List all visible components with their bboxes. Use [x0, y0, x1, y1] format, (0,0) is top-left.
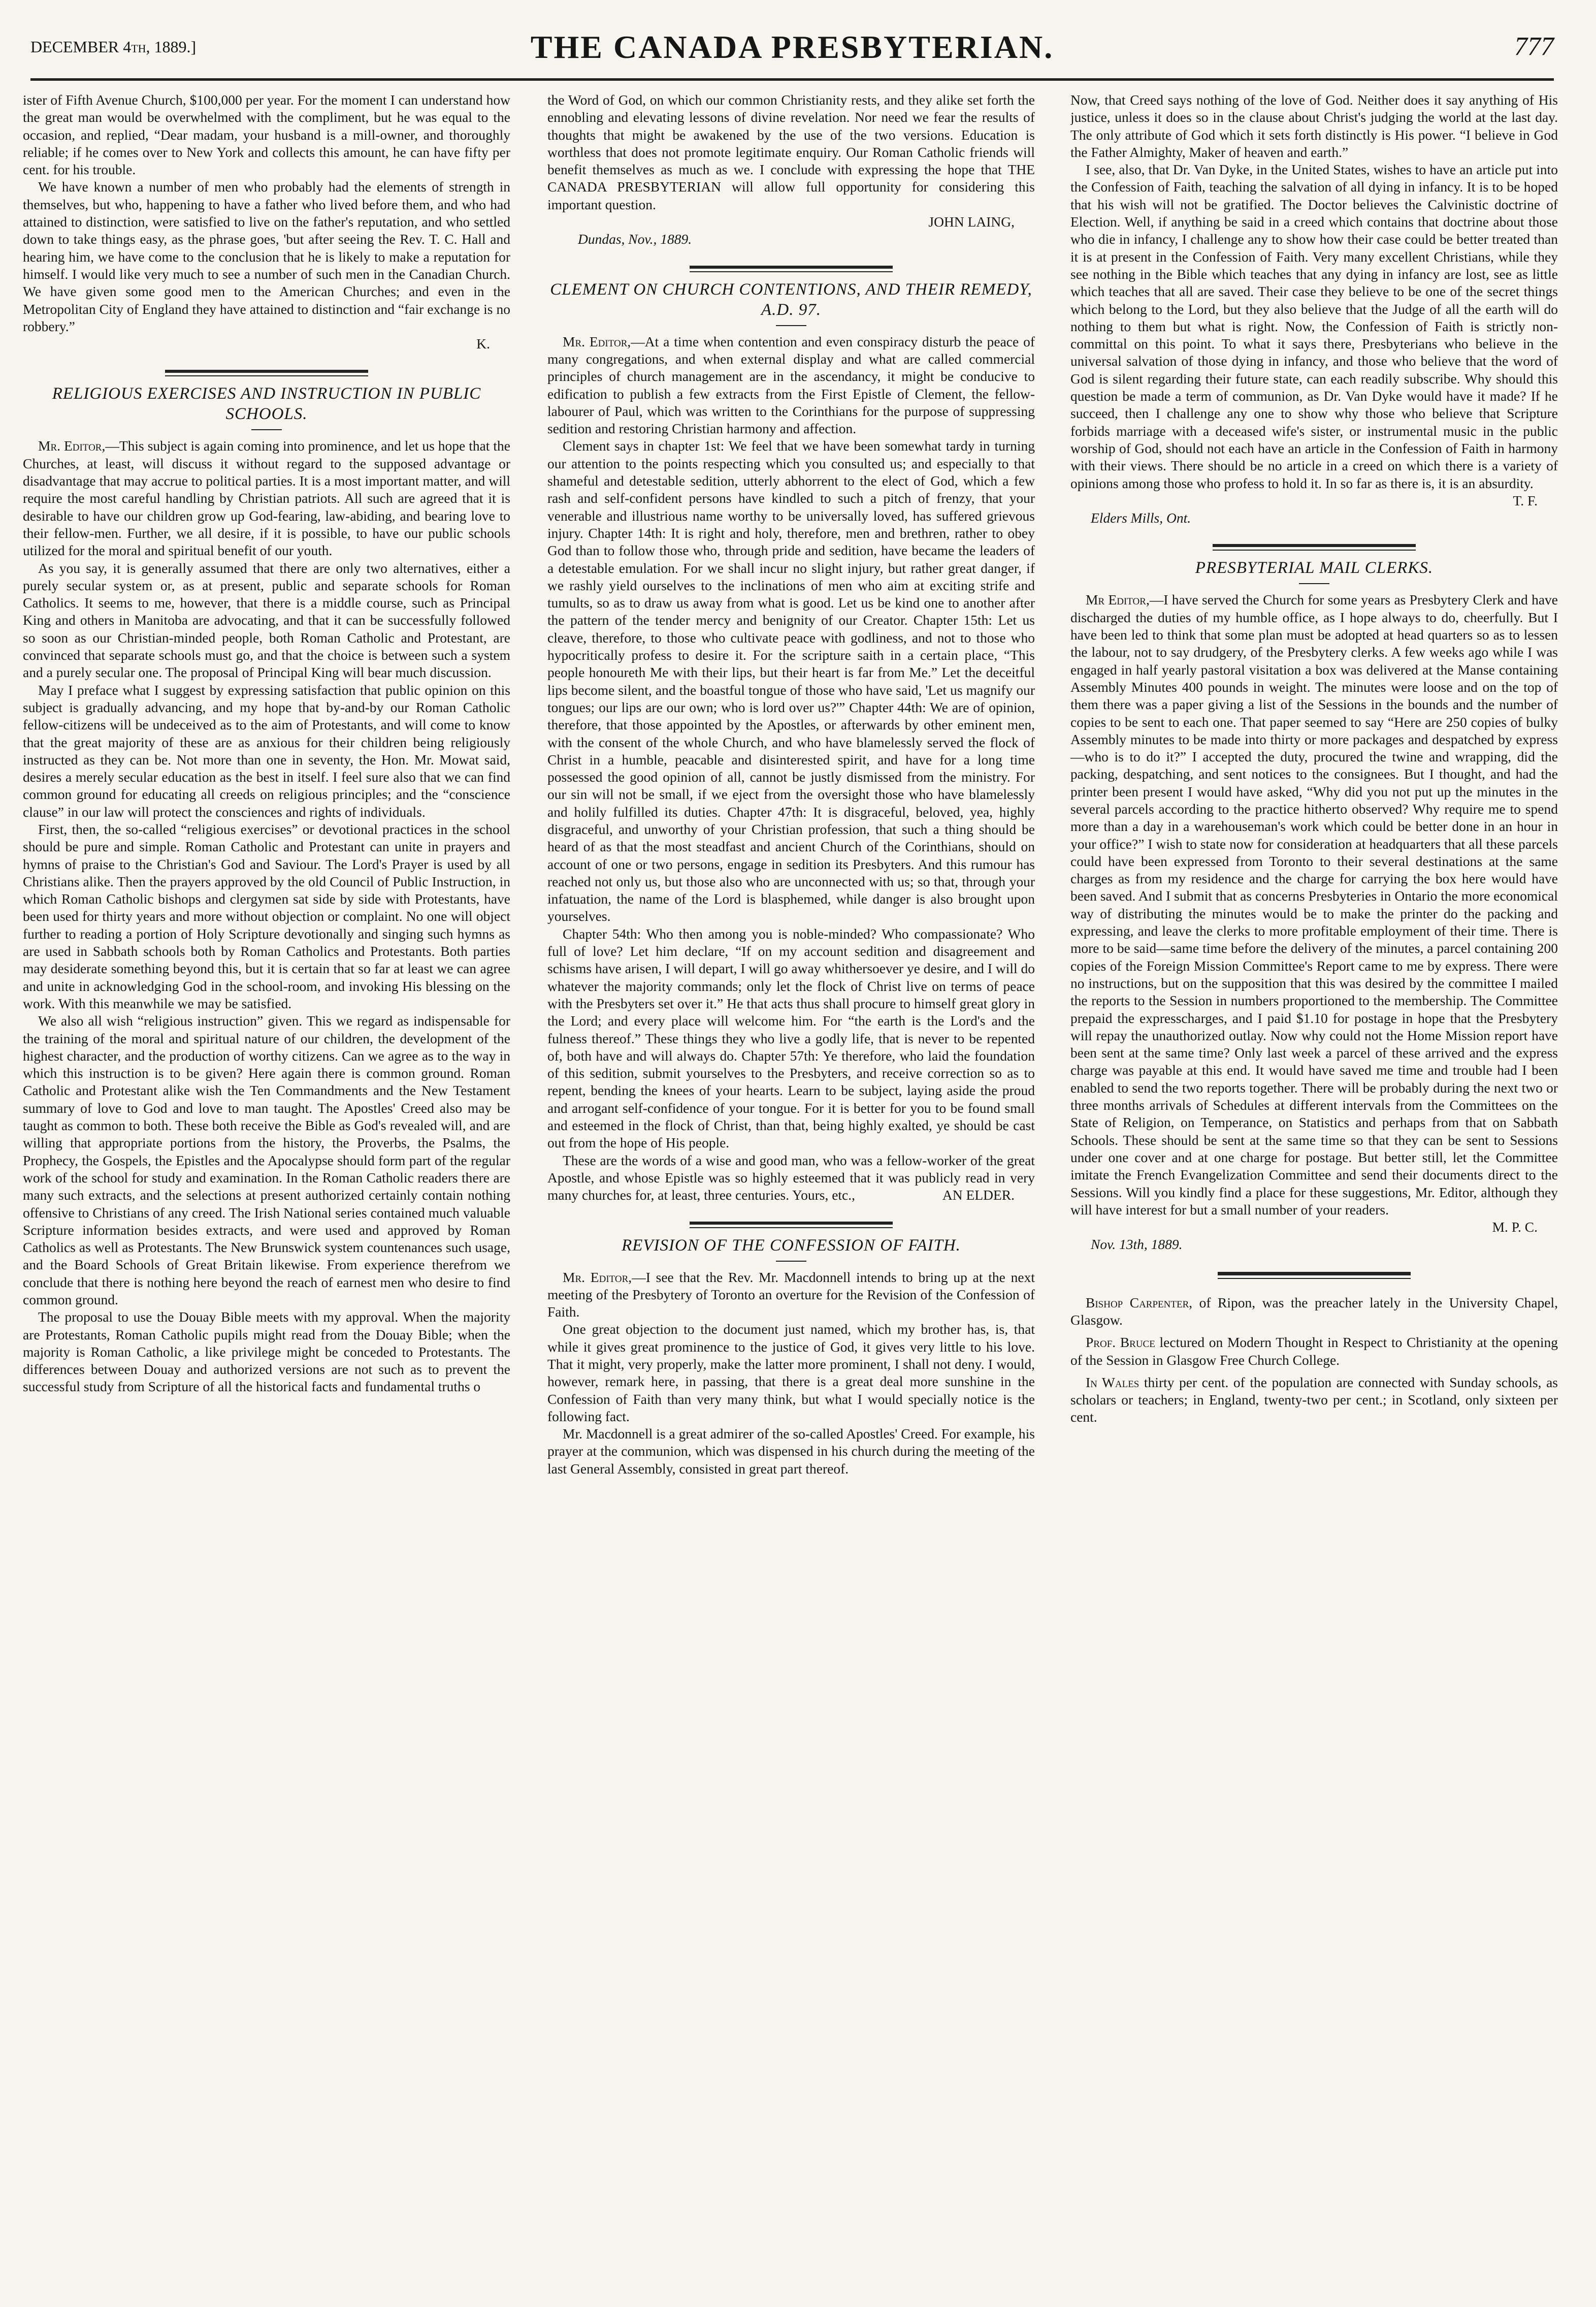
signature: K. [476, 336, 490, 352]
section-divider [690, 266, 893, 272]
news-lead: In Wales [1086, 1374, 1139, 1390]
heading-rule [776, 325, 806, 326]
article-heading-religious-exercises: RELIGIOUS EXERCISES AND INSTRUCTION IN PUBLIC SCHOOLS. [52, 385, 481, 424]
paragraph: First, then, the so-called “religious exercises” or devotional practices in the school should be pure and simple. Roman Catholic and Protestant can unite in prayers and hymns of praise to the Christian's God and Saviour. The Lord's Prayer is used by all Christians alike. Then the prayers approved by the old Council of Public Instruction, in which Roman Catholic bishops and clergymen sat side by side with Protestants, have been used for thirty years and more without objection or complaint. No one will object further to reading a portion of Holy Scripture devotionally and singing such hymns as are used in Sabbath schools both by Roman Catholics and Protestants. Both parties may desiderate something beyond this, but it is certain that so far at least we can agree and unite in acknowledging God in the school-room, and invoking His blessing on the work. With this meanwhile we may be satisfied. [23, 821, 510, 1011]
paragraph: Chapter 54th: Who then among you is noble-minded? Who compassionate? Who full of love? Let him declare, “If on my account sedition and disagreement and schisms have arisen, I will depart, I will go away whithersoever ye desire, and I will do whatever the majority commands; only let the flock of Christ live on terms of peace with the Presbyters set over it.” He that acts thus shall procure to himself great glory in the Lord; and every place will welcome him. For “the earth is the Lord's and the fulness thereof.” These things they who live a godly life, that is never to be repented of, both have and will always do. Chapter 57th: Ye therefore, who laid the foundation of this sedition, submit yourselves to the Presbyters, and receive correction so as to repent, bending the knees of your hearts. Learn to be subject, laying aside the proud and arrogant self-confidence of your tongue. For it is better for you to be found small and esteemed in the flock of Christ, than that, being highly exalted, ye should be cast out from the hope of His people. [547, 925, 1035, 1151]
signature: M. P. C. [1492, 1219, 1538, 1235]
issue-date: DECEMBER 4th, 1889.] [30, 38, 197, 56]
column-1 [23, 91, 510, 2291]
signature: T. F. [1513, 492, 1538, 508]
paragraph: Mr. Macdonnell is a great admirer of the so-called Apostles' Creed. For example, his prayer at the communion, which was dispensed in his church during the meeting of the last General Assembly, consisted in great part thereof. [547, 1426, 1035, 1477]
paragraph: —I see that the Rev. Mr. Macdonnell intends to bring up at the next meeting of the Presbytery of Toronto an overture for the Revision of the Confession of Faith. [547, 1269, 1035, 1320]
paragraph: We have known a number of men who probably had the elements of strength in themselves, but who, happening to have a father who lived before them, and who had attained to distinction, were satisfied to live on the father's reputation, and who settled down to take things easy, as the phrase goes, 'but after seeing the Rev. T. C. Hall and hearing him, we have come to the conclusion that he is likely to make a reputation for himself. I would like very much to see a number of such men in the Canadian Church. We have given some good men to the American Churches; and even in the Metropolitan City of England they have attained to distinction and “fair exchange is no robbery.” [23, 179, 510, 334]
paragraph: —This subject is again coming into prominence, and let us hope that the Churches, at least, will discuss it without regard to the supposed advantage or disadvantage that may accrue to political parties. It is a most important matter, and will require the most careful handling by Christian patriots. All such are agreed that it is desirable to have our children grow up God-fearing, law-abiding, and bearing love to their fellow-men. Further, we all desire, if it is possible, to have our public schools utilized for the moral and spiritual benefit of our youth. [23, 438, 510, 559]
section-divider [1218, 1272, 1411, 1279]
article-heading-clement: CLEMENT ON CHURCH CONTENTIONS, AND THEIR REMEDY, A.D. 97. [550, 280, 1032, 319]
news-lead: Bishop Carpenter, [1086, 1294, 1193, 1310]
news-item: of Ripon, was the preacher lately in the University Chapel, Glasgow. [1070, 1294, 1558, 1328]
paragraph: Clement says in chapter 1st: We feel that we have been somewhat tardy in turning our attention to the points respecting which you consulted us; and especially to that shameful and detestable sedition, utterly abhorrent to the elect of God, which a few rash and self-confident persons have kindled to such a pitch of frenzy, that your venerable and illustrious name worthy to be universally loved, has suffered grievous injury. Chapter 14th: It is right and holy, therefore, men and brethren, rather to obey God than to follow those who, through pride and sedition, have became the leaders of a detestable emulation. For we shall incur no slight injury, but rather great danger, if we rashly yield ourselves to the inclinations of men who aim at exciting strife and tumults, so as to draw us away from what is good. Let us be kind one to another after the pattern of the tender mercy and benignity of our Creator. Chapter 15th: Let us cleave, therefore, to those who cultivate peace with godliness, and not to those who hypocritically profess to desire it. For the scripture saith in a certain place, “This people honoureth Me with their lips, but their heart is far from Me.” Let the deceitful lips become silent, and the boastful tongue of those who have said, 'Let us magnify our tongues; our lips are our own; who is lord over us?'” Chapter 44th: We are of opinion, therefore, that those appointed by the Apostles, or afterwards by other eminent men, with the consent of the whole Church, and who have blamelessly served the flock of Christ in a humble, peacable and disinterested spirit, and have for a long time possessed the good opinion of all, cannot be justly dismissed from the ministry. For our sin will not be small, if we eject from the oversight those who have blamelessly and holily fulfilled its duties. Chapter 47th: It is disgraceful, beloved, yea, highly disgraceful, and unworthy of your Christian profession, that such a thing should be heard of as that the most steadfast and ancient Church of the Corinthians, should on account of one or two persons, engage in sedition its Presbyters. And this rumour has reached not only us, but those also who are unconnected with us; so that, through your infatuation, the name of the Lord is blasphemed, while danger is also brought upon yourselves. [547, 438, 1035, 924]
signature-place: Dundas, Nov., 1889. [578, 231, 692, 247]
news-item: lectured on Modern Thought in Respect to Christianity at the opening of the Session in Glasgow Free Church College. [1070, 1334, 1558, 1368]
article-heading-mail-clerks: PRESBYTERIAL MAIL CLERKS. [1195, 559, 1434, 578]
paragraph: One great objection to the document just named, which my brother has, is, that while it gives great prominence to the justice of God, it gives very little to his love. That it might, very properly, make the latter more prominent, I shall not deny. I would, however, remark here, in passing, that there is a great deal more sunshine in the Confession of Faith than very many think, but what I would specially notice is the following fact. [547, 1321, 1035, 1424]
signature-name: JOHN LAING, [928, 214, 1015, 230]
column-2 [547, 91, 1035, 2291]
newspaper-title: THE CANADA PRESBYTERIAN. [530, 29, 1054, 65]
signature-place: Elders Mills, Ont. [1091, 510, 1191, 526]
paragraph: These are the words of a wise and good man, who was a fellow-worker of the great Apostle, and whose Epistle was so highly esteemed that it was publicly read in very many churches for, at least, three centuries. Yours, etc., [547, 1152, 1035, 1203]
salutation: Mr. Editor, [563, 333, 631, 349]
paragraph: We also all wish “religious instruction” given. This we regard as indispensable for the training of the moral and spiritual nature of our children, the development of the highest character, and the production of worthy citizens. Can we agree as to the way in which this instruction is to be given? Here again there is common ground. Roman Catholic and Protestant alike wish the Ten Commandments and the New Testament summary of love to God and love to man taught. The Apostles' Creed also may be taught as common to both. These both receive the Bible as God's revealed will, and are willing that appropriate portions from the history, the Proverbs, the Psalms, the Prophecy, the Gospels, the Epistles and the Apocalypse should form part of the regular work of the school for study and examination. In the Roman Catholic readers there are many such extracts, and the selections at present authorized certainly contain nothing offensive to Christians of any creed. The Irish National series contained much valuable Scripture information besides extracts, and were used and approved by Roman Catholics as well as Protestants. The New Brunswick system countenances such usage, and the Board Schools of Great Britain likewise. From experience therefrom we conclude that there is nothing here beyond the reach of earnest men who desire to find common ground. [23, 1013, 510, 1307]
salutation: Mr. Editor, [563, 1269, 632, 1285]
section-divider [1213, 544, 1416, 551]
paragraph: As you say, it is generally assumed that there are only two alternatives, either a purely secular system or, as at present, public and separate schools for Roman Catholics. It seems to me, however, that there is a middle course, such as Principal King and others in Manitoba are advocating, and that it can be successfully followed so soon as our Christian-minded people, both Roman Catholic and Protestant, are convinced that separate schools must go, and that the choice is between such a system and a purely secular one. The proposal of Principal King will bear much discussion. [23, 560, 510, 681]
salutation: Mr Editor, [1086, 592, 1150, 608]
masthead [30, 22, 1554, 81]
paragraph: May I preface what I suggest by expressing satisfaction that public opinion on this subject is gradually advancing, and my hope that by-and-by our Roman Catholic fellow-citizens will be undeceived as to the aim of Protestants, and will come to know that the great majority of these are as anxious for their children being religiously instructed as they can be. Not more than one in seventy, the Hon. Mr. Mowat said, desires a merely secular education as the best in itself. I feel sure also that we can find common ground for educating all creeds on religious principles; and the “conscience clause” in our law will protect the consciences and rights of individuals. [23, 682, 510, 820]
salutation: Mr. Editor, [38, 438, 106, 454]
column-3 [1070, 91, 1558, 2291]
paragraph: ister of Fifth Avenue Church, $100,000 per year. For the moment I can understand how the great man would be overwhelmed with the compliment, but he was equal to the occasion, and replied, “Dear madam, your husband is a mill-owner, and thoroughly reliable; if he comes over to New York and collects this amount, he can have fifty per cent. for his trouble. [23, 92, 510, 178]
page-number: 777 [1514, 32, 1554, 61]
paragraph: the Word of God, on which our common Christianity rests, and they alike set forth the ennobling and elevating lessons of divine revelation. Nor need we fear the results of thoughts that might be awakened by the use of the two versions. Education is worthless that does not promote legitimate enquiry. Our Roman Catholic friends will benefit themselves as much as we. I conclude with expressing the hope that THE CANADA PRESBYTERIAN will allow full opportunity for considering this important question. [547, 92, 1035, 212]
paragraph: —At a time when contention and even conspiracy disturb the peace of many congregations, and when external display and what are called commercial principles of church management are in the ascendancy, it might be conducive to edification to publish a few extracts from the First Epistle of Clement, the fellow-labourer of Paul, which was written to the Corinthians for the purpose of suppressing sedition and restoring Christian harmony and affection. [547, 333, 1035, 437]
section-divider [165, 370, 368, 376]
news-lead: Prof. Bruce [1086, 1334, 1155, 1351]
section-divider [690, 1222, 893, 1228]
letter-date: Nov. 13th, 1889. [1091, 1236, 1183, 1253]
paragraph: —I have served the Church for some years as Presbytery Clerk and have discharged the duties of my humble office, as I hope always to do, cheerfully. But I have been led to think that some plan must be adopted at head quarters so as to lessen the labour, not to say drudgery, of the Presbytery clerks. A few weeks ago while I was engaged in half yearly pastoral visitation a box was delivered at the Manse containing Assembly Minutes 400 pounds in weight. The minutes were loose and on the top of them there was a paper giving a list of the Sessions in the bounds and the number of copies to be sent to each one. That paper seemed to say “Here are 250 copies of bulky Assembly minutes to be made into thirty or more packages and despatched by express—who is to do it?” I accepted the duty, procured the twine and wrapping, did the packing, despatching, and sent notices to the consignees. But I thought, and had the printer been present I would have asked, “Why did you not put up the minutes in the several parcels according to the practice hitherto observed? Why require me to spend more than a day in a warehouseman's work which could be better done in an hour in your office?” I wish to state now for consideration at headquarters that all these parcels could have been expressed from Toronto to their several destinations at the same charges as from my residence and the charge for carrying the box here would have been saved. And I submit that as concerns Presbyteries in Ontario the more economical way of distributing the minutes would be to make the printer do the packing and expressing, and leave the clerks to more profitable employment of their time. There is more to be said—same time before the delivery of the minutes, a parcel containing 200 copies of the Foreign Mission Committee's Report came to me by express. There were no instructions, but on the supposition that this was desired by the committee I mailed the reports to the Session in numbers proportioned to the membership. The Committee prepaid the expresscharges, and I paid $1.10 for postage in hope that the Presbytery will repay the unauthorized outlay. Now why could not the Home Mission report have been sent at the same time? Only last week a parcel of these arrived and the express charge was payable at this end. It would have saved me time and trouble had I been enabled to send the two reports together. There will be probably during the next two or three months arrivals of Schedules at different intervals from the Committees on the State of Religion, on Temperance, on Statistics and perhaps from that on Sabbath Schools. These should be sent at the same time so that they can be sent to Sessions under one cover and at one charge for postage. But better still, let the Committee imitate the French Evangelization Committee and send their documents direct to the Sessions. Will you kindly find a place for these suggestions, Mr. Editor, although they will have interest for but a small number of your readers. [1070, 592, 1558, 1217]
signature: AN ELDER. [942, 1187, 1015, 1203]
article-heading-revision: REVISION OF THE CONFESSION OF FAITH. [622, 1236, 961, 1255]
paragraph: The proposal to use the Douay Bible meets with my approval. When the majority are Protestants, Roman Catholic pupils might read from the Douay Bible; when the majority is Roman Catholic, a like privilege might be conceded to Protestants. The differences between Douay and authorized versions are not such as to prevent the successful study from Scripture of all the historical facts and fundamental truths o [23, 1309, 510, 1395]
paragraph: I see, also, that Dr. Van Dyke, in the United States, wishes to have an article put into the Confession of Faith, teaching the salvation of all dying in infancy. It is to be hoped that his wish will not be gratified. The Doctor believes the Calvinistic doctrine of Election. Well, if anything be said in a creed which contains that doctrine about those who die in infancy, I challenge any to show how their case could be better treated than it is at present in the Confession of Faith. Very many excellent Christians, while they see nothing in the Bible which teaches that any dying in infancy are lost, see as little which teaches that all are saved. Their case they believe to be one of the secret things which belong to the Lord, but they also believe that the Judge of all the earth will do nothing to them but what is right. Now, the Confession of Faith is strictly non-committal on this point. To what it says there, Presbyterians who believe in the universal salvation of those dying in infancy, and those who believe that the word of God is silent regarding their future state, can each readily subscribe. Why should this question be made a term of communion, as Dr. Van Dyke would have it made? If he succeed, then I challenge any one to show why those who believe that Scripture forbids marriage with a deceased wife's sister, or instrumental music in the public worship of God, should not each have an article in the Confession of Faith in harmony with their views. There should be no article in a creed on which there is a variety of opinions among those who profess to hold it. In so far as there is, it is an absurdity. [1070, 162, 1558, 491]
heading-rule [776, 1261, 806, 1262]
heading-rule [251, 429, 282, 430]
heading-rule [1299, 583, 1329, 584]
news-item: thirty per cent. of the population are connected with Sunday schools, as scholars or teachers; in England, twenty-two per cent.; in Scotland, only sixteen per cent. [1070, 1374, 1558, 1425]
paragraph: Now, that Creed says nothing of the love of God. Neither does it say anything of His justice, unless it does so in the clause about Christ's judging the world at the last day. The only attribute of God which it sets forth distinctly is His power. “I believe in God the Father Almighty, Maker of heaven and earth.” [1070, 92, 1558, 160]
